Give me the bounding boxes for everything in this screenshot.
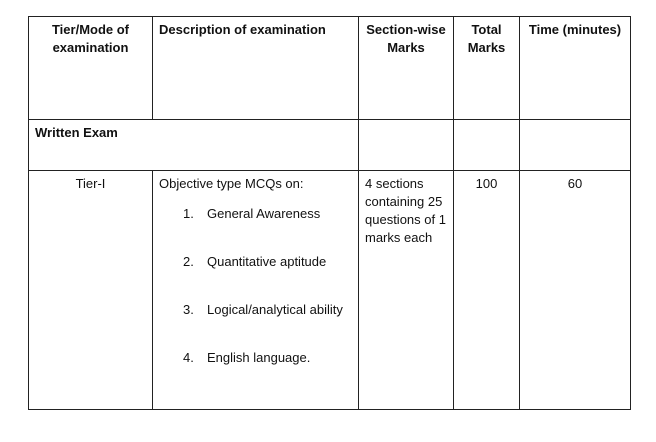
empty-cell bbox=[520, 120, 631, 171]
table-header-row bbox=[29, 17, 631, 120]
header-total-marks: Total Marks bbox=[454, 17, 520, 120]
topic-list bbox=[159, 205, 352, 367]
list-item bbox=[183, 253, 352, 271]
list-number: 4. bbox=[183, 350, 194, 365]
description-cell bbox=[153, 171, 359, 410]
tier-cell: Tier-I bbox=[29, 171, 153, 410]
table-row bbox=[29, 171, 631, 410]
section-row bbox=[29, 120, 631, 171]
exam-scheme-table bbox=[28, 16, 631, 410]
time-cell: 60 bbox=[520, 171, 631, 410]
list-item bbox=[183, 205, 352, 223]
section-marks-cell: 4 sections containing 25 questions of 1 marks each bbox=[359, 171, 454, 410]
total-marks-cell: 100 bbox=[454, 171, 520, 410]
topic-text: English language. bbox=[207, 350, 311, 365]
header-tier-mode: Tier/Mode of examination bbox=[29, 17, 153, 120]
list-item bbox=[183, 349, 352, 367]
list-number: 2. bbox=[183, 254, 194, 269]
header-time: Time (minutes) bbox=[520, 17, 631, 120]
list-item bbox=[183, 301, 352, 319]
empty-cell bbox=[454, 120, 520, 171]
topic-text: General Awareness bbox=[207, 206, 321, 221]
topic-text: Logical/analytical ability bbox=[207, 302, 343, 317]
list-number: 1. bbox=[183, 206, 194, 221]
empty-cell bbox=[359, 120, 454, 171]
list-number: 3. bbox=[183, 302, 194, 317]
header-section-marks: Section-wise Marks bbox=[359, 17, 454, 120]
header-description: Description of examination bbox=[153, 17, 359, 120]
description-intro: Objective type MCQs on: bbox=[159, 176, 304, 191]
section-label: Written Exam bbox=[29, 120, 359, 171]
topic-text: Quantitative aptitude bbox=[207, 254, 327, 269]
